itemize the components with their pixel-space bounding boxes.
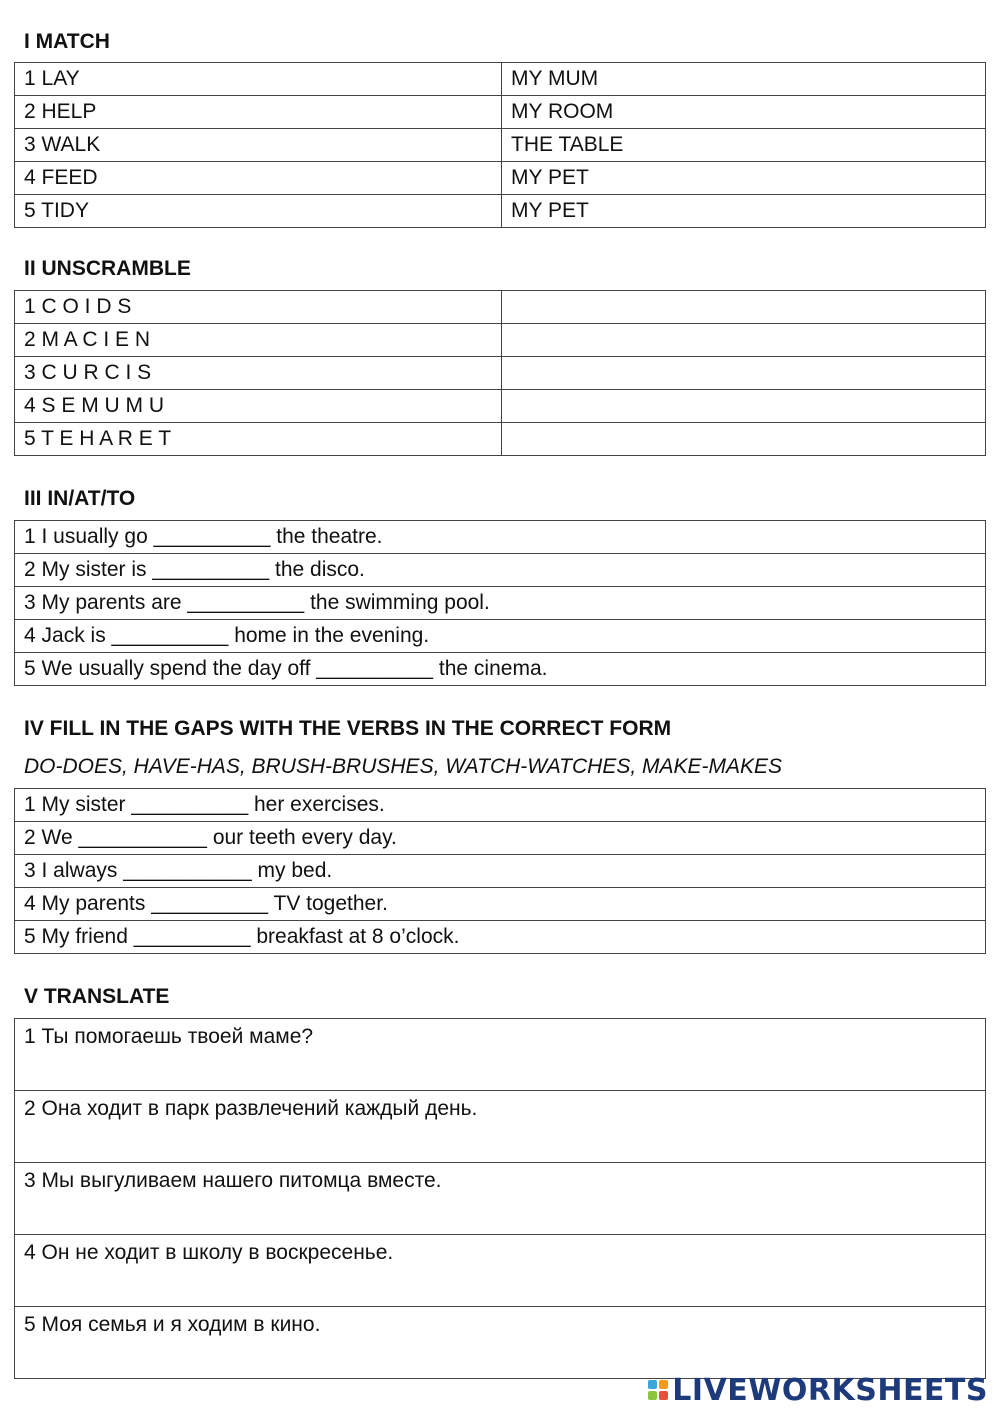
sentence-start: 2 We xyxy=(24,826,73,849)
answer-cell[interactable] xyxy=(502,357,986,390)
scrambled-word: 4 S E M U M U xyxy=(15,390,502,423)
answer-cell[interactable] xyxy=(502,390,986,423)
table-row xyxy=(15,324,986,357)
sentence-end: the cinema. xyxy=(438,657,548,680)
table-row xyxy=(15,921,986,954)
table-row xyxy=(15,96,986,129)
translate-cell[interactable]: 3 Мы выгуливаем нашего питомца вместе. xyxy=(15,1163,986,1235)
sentence-start: 5 My friend xyxy=(24,925,128,948)
table-row xyxy=(15,855,986,888)
table-row xyxy=(15,554,986,587)
sentence-end: our teeth every day. xyxy=(212,826,397,849)
sentence-start: 3 My parents are xyxy=(24,591,182,614)
sentence-start: 3 I always xyxy=(24,859,118,882)
sentence-end: the disco. xyxy=(275,558,365,581)
match-left-cell: 3 WALK xyxy=(15,129,502,162)
table-row xyxy=(15,357,986,390)
match-right-cell: MY MUM xyxy=(502,63,986,96)
sentence-start: 4 Jack is xyxy=(24,624,106,647)
sentence-cell xyxy=(15,587,986,620)
table-row xyxy=(15,1163,986,1235)
section-4-title: IV FILL IN THE GAPS WITH THE VERBS IN THE CORRECT FORM xyxy=(24,717,672,740)
sentence-cell xyxy=(15,620,986,653)
answer-cell[interactable] xyxy=(502,291,986,324)
sentence-start: 4 My parents xyxy=(24,892,146,915)
sentence-start: 2 My sister is xyxy=(24,558,147,581)
section-1-title: I MATCH xyxy=(24,30,110,53)
answer-cell[interactable] xyxy=(502,324,986,357)
scrambled-word: 3 C U R C I S xyxy=(15,357,502,390)
scrambled-word: 2 M A C I E N xyxy=(15,324,502,357)
gap-blank[interactable]: __________ xyxy=(133,925,251,948)
sentence-end: TV together. xyxy=(273,892,388,915)
sentence-cell xyxy=(15,653,986,686)
table-row xyxy=(15,423,986,456)
section-2-title: II UNSCRAMBLE xyxy=(24,257,191,280)
prepositions-table xyxy=(14,520,986,686)
table-row xyxy=(15,1091,986,1163)
sentence-cell xyxy=(15,521,986,554)
gap-blank[interactable]: __________ xyxy=(316,657,434,680)
sentence-cell xyxy=(15,855,986,888)
gap-blank[interactable]: __________ xyxy=(151,892,269,915)
translate-cell[interactable]: 1 Ты помогаешь твоей маме? xyxy=(15,1019,986,1091)
table-row xyxy=(15,390,986,423)
sentence-start: 5 We usually spend the day off xyxy=(24,657,311,680)
table-row xyxy=(15,653,986,686)
scrambled-word: 5 T E H A R E T xyxy=(15,423,502,456)
sentence-start: 1 My sister xyxy=(24,793,126,816)
sentence-start: 1 I usually go xyxy=(24,525,148,548)
table-row xyxy=(15,291,986,324)
gap-blank[interactable]: __________ xyxy=(111,624,229,647)
gap-blank[interactable]: __________ xyxy=(152,558,270,581)
table-row xyxy=(15,587,986,620)
verb-options: DO-DOES, HAVE-HAS, BRUSH-BRUSHES, WATCH-WATCHES, MAKE-MAKES xyxy=(24,755,783,778)
sentence-cell xyxy=(15,789,986,822)
table-row xyxy=(15,822,986,855)
table-row xyxy=(15,789,986,822)
table-row xyxy=(15,888,986,921)
match-left-cell: 2 HELP xyxy=(15,96,502,129)
match-right-cell: MY ROOM xyxy=(502,96,986,129)
unscramble-table xyxy=(14,290,986,456)
section-5-title: V TRANSLATE xyxy=(24,985,170,1008)
logo-text: LIVEWORKSHEETS xyxy=(672,1372,988,1408)
table-row xyxy=(15,1019,986,1091)
gap-blank[interactable]: ___________ xyxy=(123,859,252,882)
table-row xyxy=(15,129,986,162)
table-row xyxy=(15,1307,986,1379)
sentence-end: home in the evening. xyxy=(234,624,430,647)
match-table xyxy=(14,62,986,228)
table-row xyxy=(15,620,986,653)
match-right-cell: MY PET xyxy=(502,195,986,228)
sentence-end: the theatre. xyxy=(276,525,383,548)
liveworksheets-logo-icon xyxy=(648,1380,668,1400)
sentence-end: my bed. xyxy=(257,859,333,882)
sentence-end: breakfast at 8 o’clock. xyxy=(256,925,460,948)
table-row xyxy=(15,521,986,554)
gap-blank[interactable]: __________ xyxy=(131,793,249,816)
match-right-cell: THE TABLE xyxy=(502,129,986,162)
match-left-cell: 4 FEED xyxy=(15,162,502,195)
table-row xyxy=(15,162,986,195)
scrambled-word: 1 C O I D S xyxy=(15,291,502,324)
translate-cell[interactable]: 4 Он не ходит в школу в воскресенье. xyxy=(15,1235,986,1307)
translate-cell[interactable]: 2 Она ходит в парк развлечений каждый день. xyxy=(15,1091,986,1163)
answer-cell[interactable] xyxy=(502,423,986,456)
sentence-cell xyxy=(15,921,986,954)
table-row xyxy=(15,1235,986,1307)
match-right-cell: MY PET xyxy=(502,162,986,195)
gap-blank[interactable]: __________ xyxy=(187,591,305,614)
liveworksheets-logo[interactable] xyxy=(648,1372,988,1408)
section-3-title: III IN/AT/TO xyxy=(24,487,136,510)
sentence-end: the swimming pool. xyxy=(310,591,490,614)
sentence-end: her exercises. xyxy=(254,793,385,816)
table-row xyxy=(15,195,986,228)
gap-blank[interactable]: ___________ xyxy=(78,826,207,849)
sentence-cell xyxy=(15,822,986,855)
translate-table xyxy=(14,1018,986,1379)
match-left-cell: 5 TIDY xyxy=(15,195,502,228)
translate-cell[interactable]: 5 Моя семья и я ходим в кино. xyxy=(15,1307,986,1379)
match-left-cell: 1 LAY xyxy=(15,63,502,96)
table-row xyxy=(15,63,986,96)
verbs-table xyxy=(14,788,986,954)
sentence-cell xyxy=(15,554,986,587)
gap-blank[interactable]: __________ xyxy=(153,525,271,548)
sentence-cell xyxy=(15,888,986,921)
